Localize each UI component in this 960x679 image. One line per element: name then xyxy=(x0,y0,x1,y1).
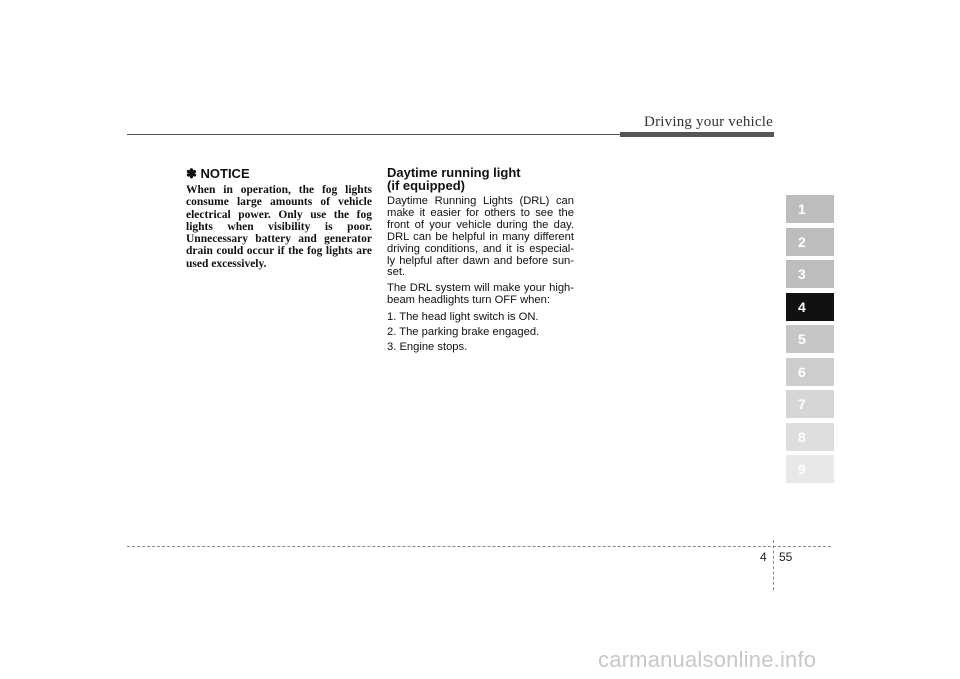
drl-paragraph-1: Daytime Running Lights (DRL) can make it easier for others to see the front of your vehicle during the day. DRL can be helpful in many different driving conditions, and it is especial-ly helpful after dawn and before sun-set. xyxy=(387,195,574,279)
drl-title-line1: Daytime running light xyxy=(387,165,521,180)
list-item: 2. The parking brake engaged. xyxy=(387,326,540,339)
notice-column xyxy=(186,166,372,270)
chapter-tab-8[interactable]: 8 xyxy=(786,423,834,451)
drl-column xyxy=(387,166,574,356)
running-header: Driving your vehicle xyxy=(644,114,773,130)
chapter-tab-7[interactable]: 7 xyxy=(786,390,834,418)
footer-divider xyxy=(773,540,774,590)
chapter-tab-5[interactable]: 5 xyxy=(786,325,834,353)
drl-section-title xyxy=(387,166,574,192)
notice-body: When in operation, the fog lights consume large amounts of vehicle electrical power. Only use the fog lights when visibility is poor. Unnecessary battery and generator drain could occur if the fog lights are used excessively. xyxy=(186,184,372,270)
watermark: carmanualsonline.info xyxy=(598,647,817,672)
chapter-tab-6[interactable]: 6 xyxy=(786,358,834,386)
footer-page-number: 55 xyxy=(779,550,793,564)
drl-conditions-list xyxy=(387,311,574,353)
chapter-tab-4[interactable]: 4 xyxy=(786,293,834,321)
chapter-tab-1[interactable]: 1 xyxy=(786,195,834,223)
footer-chapter-number: 4 xyxy=(760,550,767,564)
chapter-tab-9[interactable]: 9 xyxy=(786,455,834,483)
chapter-tab-3[interactable]: 3 xyxy=(786,260,834,288)
list-item: 3. Engine stops. xyxy=(387,341,468,354)
drl-title-line2: (if equipped) xyxy=(387,178,465,193)
list-item: 1. The head light switch is ON. xyxy=(387,311,539,324)
header-rule-accent xyxy=(620,132,774,137)
notice-title: ✽ NOTICE xyxy=(186,166,250,181)
footer-rule xyxy=(127,546,831,547)
chapter-tab-2[interactable]: 2 xyxy=(786,228,834,256)
drl-paragraph-2: The DRL system will make your high-beam headlights turn OFF when: xyxy=(387,282,574,307)
chapter-tabs xyxy=(786,195,834,488)
